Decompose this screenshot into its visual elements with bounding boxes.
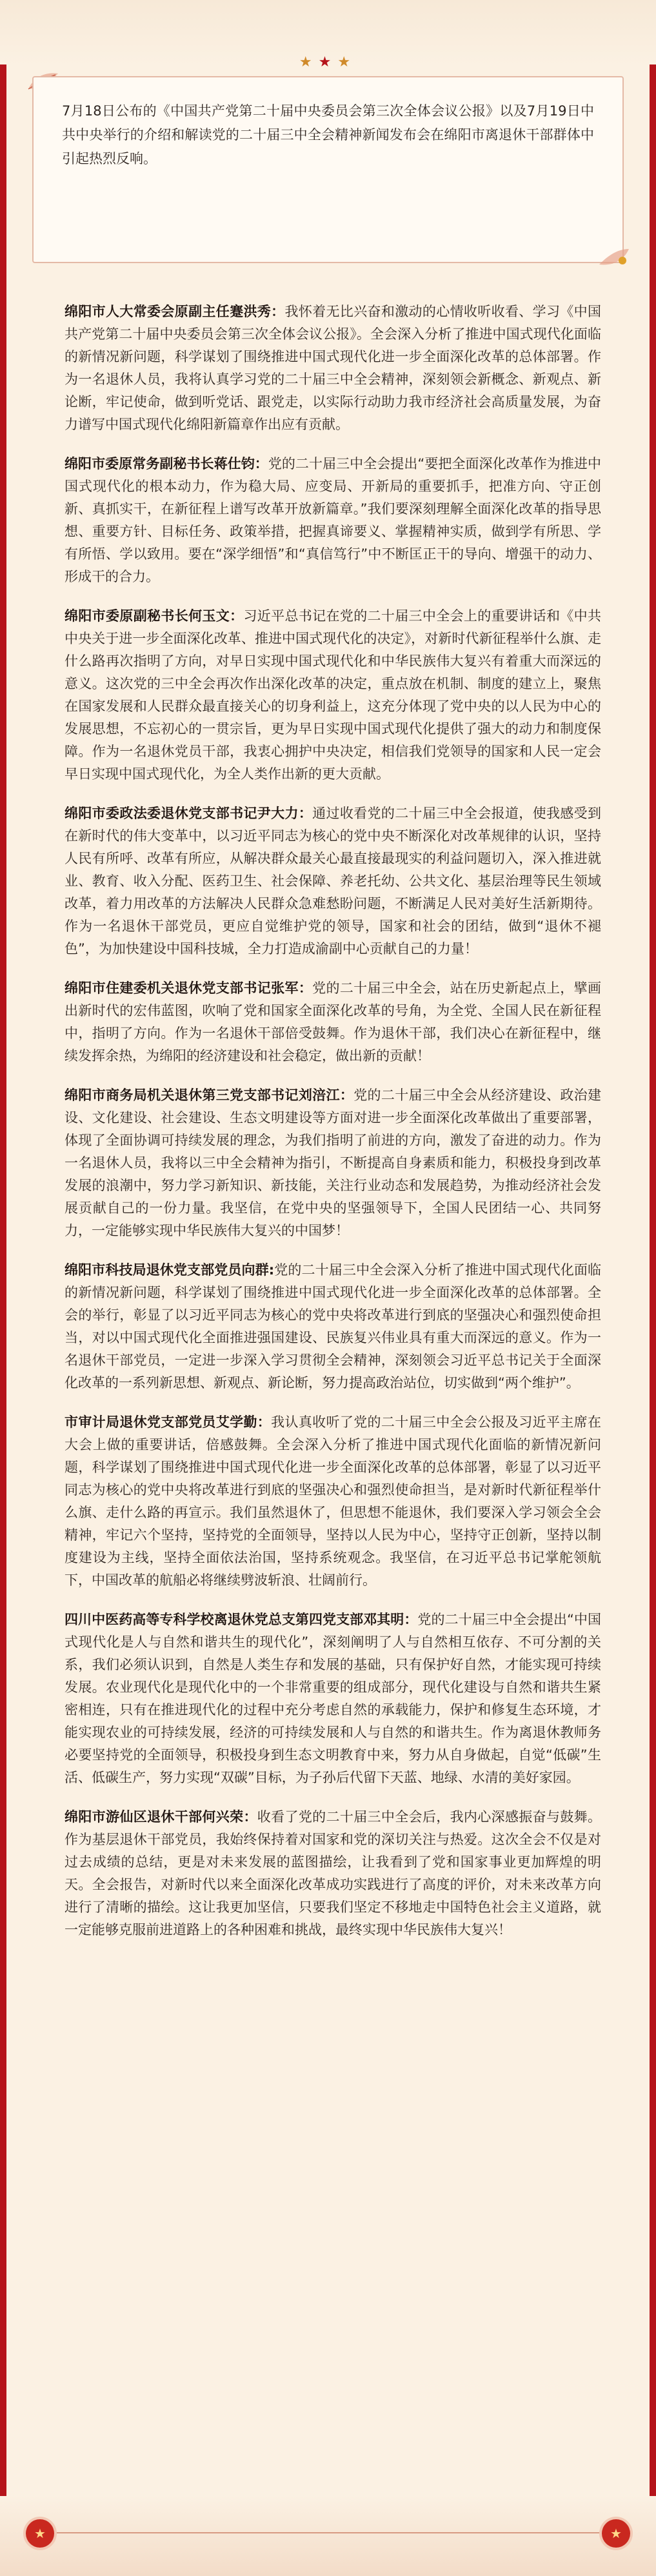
statement-text: 收看了党的二十届三中全会后，我内心深感振奋与鼓舞。作为基层退休干部党员，我始终保持着对国家和党的深切关注与热爱。这次全会不仅是对过去成绩的总结，更是对未来发展的蓝图描绘，让我看到了党和国家事业更加辉煌的明天。全会报告，对新时代以来全面深化改革成功实践进行了高度的评价，对未来改革方向进行了清晰的描绘。这让我更加坚信，只要我们坚定不移地走中国特色社会主义道路，就一定能够克服前进道路上的各种困难和挑战，最终实现中华民族伟大复兴！ bbox=[65, 1809, 602, 1937]
statement-text: 习近平总书记在党的二十届三中全会上的重要讲话和《中共中央关于进一步全面深化改革、推进中国式现代化的决定》，对新时代新征程举什么旗、走什么路再次指明了方向，对早日实现中国式现代化和中华民族伟大复兴有着重大而深远的意义。这次党的三中全会再次作出深化改革的决定，重点放在机制、制度的建立上，聚焦在国家发展和人民群众最直接关心的切身利益上，这充分体现了党中央的以人民为中心的发展思想，不忘初心的一贯宗旨，更为早日实现中国式现代化提供了强大的动力和制度保障。作为一名退休党员干部，我衷心拥护中央决定，相信我们党领导的国家和人民一定会早日实现中国式现代化，为全人类作出新的更大贡献。 bbox=[65, 608, 602, 782]
statement-paragraph bbox=[65, 1411, 601, 1592]
statement-text: 党的二十届三中全会，站在历史新起点上，擘画出新时代的宏伟蓝图，吹响了党和国家全面深化改革的号角，为全党、全国人民在新征程中，指明了方向。作为一名退休干部倍受鼓舞。作为退休干部，我们决心在新征程中，继续发挥余热，为绵阳的经济建设和社会稳定，做出新的贡献！ bbox=[65, 980, 601, 1064]
statement-text: 党的二十届三中全会提出“中国式现代化是人与自然和谐共生的现代化”，深刻阐明了人与自然相互依存、不可分割的关系，我们必须认识到，自然是人类生存和发展的基础，只有保护好自然，才能实现可持续发展。农业现代化是现代化中的一个非常重要的组成部分，现代化建设与自然和谐共生紧密相连，只有在推进现代化的过程中充分考虑自然的承载能力，保护和修复生态环境，才能实现农业的可持续发展，经济的可持续发展和人与自然的和谐共生。作为离退休教师务必要坚持党的全面领导，积极投身到生态文明教育中来，努力从自身做起，自觉“低碳”生活、低碳生产，努力实现“双碳”目标，为子孙后代留下天蓝、地绿、水清的美好家园。 bbox=[65, 1612, 601, 1785]
footer-divider bbox=[39, 2532, 617, 2533]
speaker-name: 市审计局退休党支部党员艾学勤： bbox=[65, 1414, 272, 1430]
intro-card bbox=[32, 76, 624, 263]
statement-paragraph bbox=[65, 1259, 601, 1394]
statement-paragraph bbox=[65, 1084, 601, 1242]
speaker-name: 绵阳市住建委机关退休党支部书记张军： bbox=[65, 980, 313, 996]
statement-text: 通过收看党的二十届三中全会报道，使我感受到在新时代的伟大变革中，以习近平同志为核心的党中央不断深化对改革规律的认识，坚持人民有所呼、改革有所应，从解决群众最关心最直接最现实的利益问题切入，深入推进就业、教育、收入分配、医药卫生、社会保障、养老托幼、公共文化、基层治理等民生领域改革，着力用改革的方法解决人民群众急难愁盼问题，不断满足人民对美好生活新期待。作为一名退休干部党员，更应自觉维护党的领导，国家和社会的团结，做到“退休不褪色”，为加快建设中国科技城，全力打造成渝副中心贡献自己的力量！ bbox=[65, 806, 601, 956]
statement-paragraph bbox=[65, 605, 601, 786]
star-icon: ★ bbox=[610, 2526, 622, 2541]
speaker-name: 绵阳市游仙区退休干部何兴荣： bbox=[65, 1809, 257, 1825]
speaker-name: 四川中医药高等专科学校离退休党总支第四党支部邓其明： bbox=[65, 1612, 418, 1627]
statement-paragraph bbox=[65, 977, 601, 1067]
statements-list bbox=[65, 301, 601, 1958]
intro-paragraph: 7月18日公布的《中国共产党第二十届中央委员会第三次全体会议公报》以及7月19日中共中央举行的介绍和解读党的二十届三中全会精神新闻发布会在绵阳市离退休干部群体中引起热烈反响。 bbox=[62, 103, 594, 166]
footer-band bbox=[0, 2496, 656, 2576]
star-icon: ★ bbox=[318, 54, 338, 70]
speaker-name: 绵阳市人大常委会原副主任蹇洪秀： bbox=[65, 304, 285, 319]
statement-text: 我怀着无比兴奋和激动的心情收听收看、学习《中国共产党第二十届中央委员会第三次全体会议公报》。全会深入分析了推进中国式现代化面临的新情况新问题，科学谋划了围绕推进中国式现代化进一步全面深化改革的总体部署。作为一名退休人员，我将认真学习党的二十届三中全会精神，深刻领会新概念、新观点、新论断，牢记使命，做到听党话、跟党走，以实际行动助力我市经济社会高质量发展，为奋力谱写中国式现代化绵阳新篇章作出应有贡献。 bbox=[65, 304, 602, 432]
speaker-name: 绵阳市委原常务副秘书长蒋仕钧： bbox=[65, 456, 268, 471]
statement-paragraph bbox=[65, 1806, 601, 1941]
statement-text: 党的二十届三中全会提出“要把全面深化改革作为推进中国式现代化的根本动力，作为稳大局、应变局、开新局的重要抓手，把准方向、守正创新、真抓实干，在新征程上谱写改革开放新篇章。”我们要深刻理解全面深化改革的指导思想、重要方针、目标任务、政策举措，把握真谛要义、掌握精神实质，做到学有所思、学有所悟、学以致用。要在“深学细悟”和“真信笃行”中不断匡正干的导向、增强干的动力、形成干的合力。 bbox=[65, 456, 601, 584]
star-seal-icon bbox=[26, 2519, 54, 2548]
star-seal-icon bbox=[602, 2519, 630, 2548]
statement-paragraph bbox=[65, 802, 601, 960]
statement-text: 党的二十届三中全会从经济建设、政治建设、文化建设、社会建设、生态文明建设等方面对进一步全面深化改革做出了重要部署，体现了全面协调可持续发展的理念，为我们指明了前进的方向，激发了奋进的动力。作为一名退休人员，我将以三中全会精神为指引，不断提高自身素质和能力，积极投身到改革发展的浪潮中，努力学习新知识、新技能，关注行业动态和发展趋势，为推动经济社会发展贡献自己的一份力量。我坚信，在党中央的坚强领导下，全国人民团结一心、共同努力，一定能够实现中华民族伟大复兴的中国梦！ bbox=[65, 1087, 602, 1238]
statement-text: 党的二十届三中全会深入分析了推进中国式现代化面临的新情况新问题，科学谋划了围绕推进中国式现代化进一步全面深化改革的总体部署。全会的举行，彰显了以习近平同志为核心的党中央将改革进行到底的坚强决心和强烈使命担当，对以中国式现代化全面推进强国建设、民族复兴伟业具有重大而深远的意义。作为一名退休干部党员，一定进一步深入学习贯彻全会精神，深刻领会习近平总书记关于全面深化改革的一系列新思想、新观点、新论断，努力提高政治站位，切实做到“两个维护”。 bbox=[65, 1262, 601, 1391]
statement-paragraph bbox=[65, 1609, 601, 1789]
speaker-name: 绵阳市委政法委退休党支部书记尹大力： bbox=[65, 806, 313, 821]
statement-paragraph bbox=[65, 453, 601, 588]
speaker-name: 绵阳市商务局机关退休第三党支部书记刘涪江： bbox=[65, 1087, 354, 1103]
statement-paragraph bbox=[65, 301, 601, 436]
star-ornament bbox=[0, 55, 656, 70]
leaf-ornament-icon bbox=[597, 244, 631, 268]
star-icon: ★ bbox=[337, 54, 357, 70]
statement-text: 我认真收听了党的二十届三中全会公报及习近平主席在大会上做的重要讲话，倍感鼓舞。全会深入分析了推进中国式现代化面临的新情况新问题，科学谋划了围绕推进中国式现代化进一步全面深化改革的总体部署，彰显了以习近平同志为核心的党中央将改革进行到底的坚强决心和强烈使命担当，是对新时代新征程举什么旗、走什么路的再宣示。我们虽然退休了，但思想不能退休，我们要深入学习领会全会精神，牢记六个坚持，坚持党的全面领导，坚持以人民为中心，坚持守正创新，坚持以制度建设为主线，坚持全面依法治国，坚持系统观念。我坚信，在习近平总书记掌舵领航下，中国改革的航船必将继续劈波斩浪、壮阔前行。 bbox=[65, 1414, 602, 1588]
speaker-name: 绵阳市科技局退休党支部党员向群: bbox=[65, 1262, 275, 1278]
star-icon: ★ bbox=[299, 54, 319, 70]
star-icon: ★ bbox=[34, 2526, 46, 2541]
speaker-name: 绵阳市委原副秘书长何玉文： bbox=[65, 608, 244, 624]
